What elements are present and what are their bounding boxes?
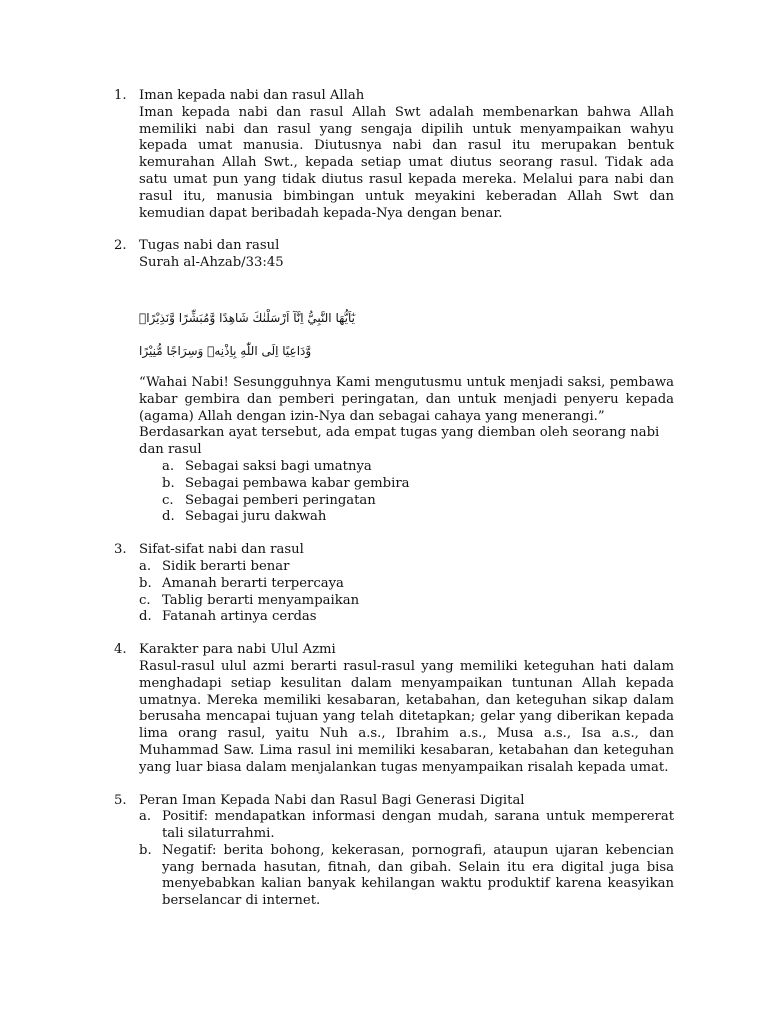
duty-list bbox=[162, 459, 674, 526]
list-text: Tablig berarti menyampaikan bbox=[162, 592, 360, 608]
list-letter: b. bbox=[139, 842, 152, 858]
section-title: Karakter para nabi Ulul Azmi bbox=[139, 642, 336, 658]
list-item bbox=[139, 559, 674, 576]
list-letter: b. bbox=[139, 575, 152, 591]
list-text: Sebagai saksi bagi umatnya bbox=[185, 458, 372, 474]
list-text: Sebagai pembawa kabar gembira bbox=[185, 475, 410, 491]
list-item bbox=[162, 509, 674, 526]
list-item bbox=[139, 809, 674, 843]
list-text: Sebagai pemberi peringatan bbox=[185, 492, 376, 508]
section-2 bbox=[114, 238, 674, 526]
list-letter: d. bbox=[139, 609, 152, 625]
list-text: Fatanah artinya cerdas bbox=[162, 609, 317, 625]
surah-reference: Surah al-Ahzab/33:45 bbox=[139, 255, 284, 271]
section-number: 1. bbox=[114, 88, 127, 103]
arabic-verse-line-2: وَّدَاعِيًا اِلَى اللّٰهِ بِاِذْنِهٖ وَسِرَاجًا مُّنِيْرًا bbox=[139, 343, 312, 358]
attribute-list bbox=[139, 559, 674, 626]
list-letter: a. bbox=[139, 809, 152, 825]
list-letter: c. bbox=[162, 492, 174, 508]
digital-impact-list bbox=[139, 809, 674, 910]
section-number: 2. bbox=[114, 238, 127, 254]
list-item bbox=[162, 493, 674, 510]
section-number: 3. bbox=[114, 542, 127, 558]
arabic-verse-line-1: يٰٓاَيُّهَا النَّبِيُّ اِنَّآ اَرْسَلْنٰكَ شَاهِدًا وَّمُبَشِّرًا وَّنَذِيْرًاۙ bbox=[139, 310, 355, 325]
section-3 bbox=[114, 542, 674, 626]
list-letter: a. bbox=[139, 558, 152, 574]
section-body: Rasul-rasul ulul azmi berarti rasul-rasul yang memiliki keteguhan hati dalam menghadapi setiap kesulitan dalam menyampaikan tuntunan Allah kepada umatnya. Mereka memiliki kesabaran, ketabahan, dan keteguhan sikap dalam berusaha mencapai tujuan yang telah ditetapkan; gelar yang diberikan kepada lima orang rasul, yaitu Nuh a.s., Ibrahim a.s., Musa a.s., Isa a.s., dan Muhammad Saw. Lima rasul ini memiliki kesabaran, ketabahan dan keteguhan yang luar biasa dalam menjalankan tugas menyampaikan risalah kepada umat. bbox=[139, 658, 674, 775]
section-title: Peran Iman Kepada Nabi dan Rasul Bagi Generasi Digital bbox=[139, 792, 525, 808]
list-letter: d. bbox=[162, 509, 175, 525]
list-text: Positif: mendapatkan informasi dengan mudah, sarana untuk mempererat tali silaturrahmi. bbox=[162, 809, 674, 842]
section-title: Tugas nabi dan rasul bbox=[139, 238, 280, 254]
section-title: Sifat-sifat nabi dan rasul bbox=[139, 542, 304, 558]
list-item bbox=[162, 459, 674, 476]
verse-translation: “Wahai Nabi! Sesungguhnya Kami mengutusmu untuk menjadi saksi, pembawa kabar gembira dan pemberi peringatan, dan untuk menjadi penyeru kepada (agama) Allah dengan izin-Nya dan sebagai cahaya yang menerangi.” bbox=[139, 374, 674, 424]
list-item bbox=[139, 609, 674, 626]
list-item bbox=[139, 843, 674, 910]
section-body: Iman kepada nabi dan rasul Allah Swt adalah membenarkan bahwa Allah memiliki nabi dan rasul yang sengaja dipilih untuk menyampaikan wahyu kepada umat manusia. Diutusnya nabi dan rasul itu merupakan bentuk kemurahan Allah Swt., kepada setiap umat diutus seorang rasul. Tidak ada satu umat pun yang tidak diutus rasul kepada mereka. Melalui para nabi dan rasul itu, manusia bimbingan untuk meyakini keberadan Allah Swt dan kemudian dapat beribadah kepada-Nya dengan benar. bbox=[139, 104, 674, 221]
list-item bbox=[139, 593, 674, 610]
list-letter: c. bbox=[139, 592, 151, 608]
list-item bbox=[139, 576, 674, 593]
section-4 bbox=[114, 642, 674, 776]
section-number: 4. bbox=[114, 642, 127, 658]
document-content bbox=[114, 88, 674, 926]
list-text: Sebagai juru dakwah bbox=[185, 509, 327, 525]
section-5 bbox=[114, 793, 674, 911]
list-text: Sidik berarti benar bbox=[162, 558, 290, 574]
section-title: Iman kepada nabi dan rasul Allah bbox=[139, 88, 365, 103]
list-item bbox=[162, 476, 674, 493]
section-number: 5. bbox=[114, 792, 127, 808]
list-letter: a. bbox=[162, 458, 175, 474]
section-1 bbox=[114, 88, 674, 222]
section-intro: Berdasarkan ayat tersebut, ada empat tugas yang diemban oleh seorang nabi dan rasul bbox=[139, 425, 660, 458]
list-text: Negatif: berita bohong, kekerasan, pornografi, ataupun ujaran kebencian yang bernada hasutan, fitnah, dan gibah. Selain itu era digital juga bisa menyebabkan kalian banyak kehilangan waktu produktif karena keasyikan berselancar di internet. bbox=[162, 842, 674, 909]
list-letter: b. bbox=[162, 475, 175, 491]
list-text: Amanah berarti terpercaya bbox=[162, 575, 344, 591]
